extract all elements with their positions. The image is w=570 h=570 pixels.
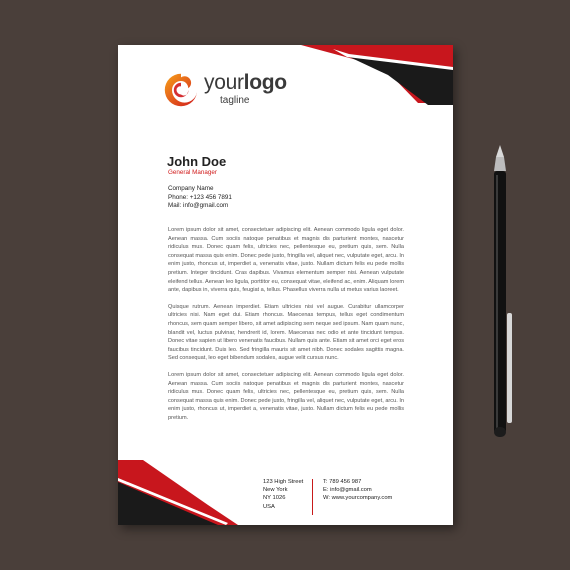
person-name: John Doe xyxy=(167,154,227,169)
contact-block xyxy=(168,185,232,211)
address-line: NY 1026 xyxy=(263,495,286,502)
footer-tel: T: 789 456 987 xyxy=(323,479,362,485)
footer-email: E: info@gmail.com xyxy=(323,487,372,494)
top-right-corner-decoration xyxy=(293,45,453,105)
person-role: General Manager xyxy=(168,169,218,176)
address-line: 123 High Street xyxy=(263,479,304,485)
footer-web: W: www.yourcompany.com xyxy=(323,495,393,502)
logo-tagline: tagline xyxy=(220,95,250,106)
logo-wordmark: yourlogo xyxy=(204,71,287,94)
footer-contacts xyxy=(323,478,392,503)
company-name: Company Name xyxy=(168,185,214,192)
bottom-left-corner-decoration xyxy=(118,460,238,525)
footer-address xyxy=(263,478,303,511)
mail-line: Mail: info@gmail.com xyxy=(168,202,229,210)
body-paragraph: Lorem ipsum dolor sit amet, consectetuer adipiscing elit. Aenean commodo ligula eget dolor. Aenean massa. Cum sociis natoque penatibus et magnis dis parturient montes, nascetur ridiculus mus. Donec quam felis, ultricies nec, pellentesque eu, pretium quis, sem. Nulla consequat massa quis enim. Donec pede justo, fringilla vel, aliquet nec, vulputate eget, arcu. In enim justo, rhoncus ut, imperdiet a, venenatis vitae, justo. Nullam dictum felis eu pede mollis pretium. Integer tincidunt. Cras dapibus. Vivamus elementum semper nisi. Aenean vulputate eleifend tellus. Aenean leo ligula, porttitor eu, consequat vitae, eleifend ac, enim. Aliquam lorem ante, dapibus in, viverra quis, feugiat a, tellus. Phasellus viverra nulla ut metus varius laoreet. xyxy=(168,227,405,294)
letterhead-paper xyxy=(118,45,453,525)
body-paragraph: Lorem ipsum dolor sit amet, consectetuer adipiscing elit. Aenean commodo ligula eget dolor. Aenean massa. Cum sociis natoque penatibus et magnis dis parturient montes, nascetur ridiculus mus. Donec quam felis, ultricies nec, pellentesque eu, pretium quis, sem. Nulla consequat massa quis enim. Donec pede justo, fringilla vel, aliquet nec, vulputate eget, arcu. In enim justo, rhoncus ut, imperdiet a, venenatis vitae, justo. Nullam dictum felis eu pede mollis pretium. xyxy=(168,371,404,421)
letter-body xyxy=(168,226,404,430)
footer-divider xyxy=(312,479,313,515)
address-line: New York xyxy=(263,487,288,494)
phone-line: Phone: +123 456 7891 xyxy=(168,193,232,201)
body-paragraph: Quisque rutrum. Aenean imperdiet. Etiam ultricies nisi vel augue. Curabitur ullamcorper ultricies nisi. Nam eget dui. Etiam rhoncus. Maecenas tempus, tellus eget condimentum rhoncus, sem quam semper libero, sit amet adipiscing sem neque sed ipsum. Nam quam nunc, blandit vel, luctus pulvinar, hendrerit id, lorem. Maecenas nec odio et ante tincidunt tempus. Donec vitae sapien ut libero venenatis faucibus. Nullam quis ante. Etiam sit amet orci eget eros faucibus tincidunt. Duis leo. Sed fringilla mauris sit amet nibh. Donec sodales sagittis magna. Sed consequat, leo eget bibendum sodales, augue velit cursus nunc. xyxy=(168,303,404,362)
swirl-logo-icon xyxy=(163,72,199,108)
address-line: USA xyxy=(263,503,275,510)
pen-image xyxy=(485,145,515,440)
